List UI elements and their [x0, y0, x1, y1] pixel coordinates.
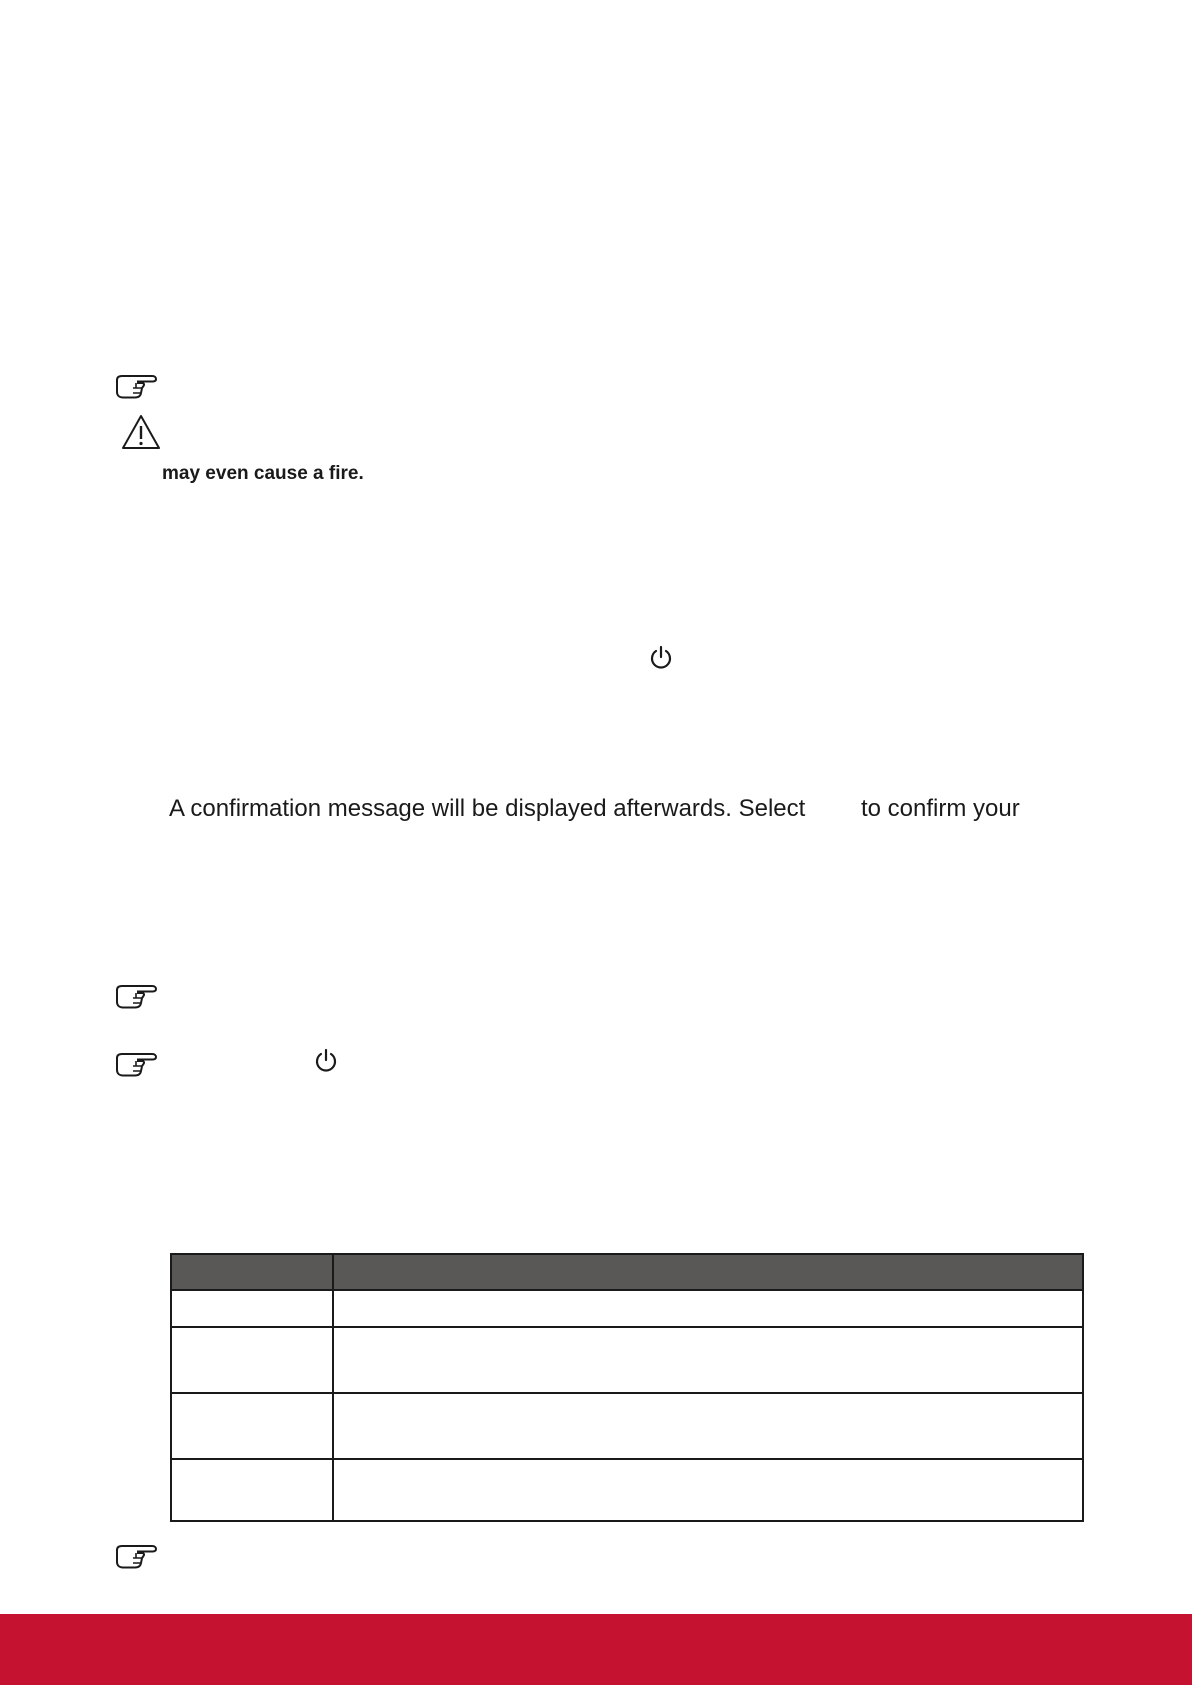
indicator-table [170, 1253, 1084, 1522]
table-header-row [171, 1254, 1083, 1290]
table-row [171, 1327, 1083, 1393]
table-cell [171, 1290, 333, 1327]
confirmation-text-after: to confirm your [861, 795, 1020, 822]
confirmation-text-before: A confirmation message will be displayed afterwards. Select [169, 795, 806, 822]
note-hand-icon [114, 984, 160, 1010]
note-hand-icon [114, 1544, 160, 1570]
footer-bar [0, 1614, 1192, 1685]
table-cell [333, 1327, 1083, 1393]
table-cell [171, 1459, 333, 1521]
table-row [171, 1290, 1083, 1327]
power-icon [313, 1048, 339, 1074]
warning-triangle-icon [121, 414, 161, 450]
table-header-cell [333, 1254, 1083, 1290]
table-cell [333, 1393, 1083, 1459]
note-hand-icon [114, 1052, 160, 1078]
table-row [171, 1393, 1083, 1459]
table-row [171, 1459, 1083, 1521]
table-cell [171, 1393, 333, 1459]
power-icon [648, 645, 674, 671]
note-hand-icon [114, 374, 160, 400]
warning-note-text: may even cause a fire. [162, 463, 364, 484]
table-cell [333, 1290, 1083, 1327]
table-header-cell [171, 1254, 333, 1290]
table-cell [333, 1459, 1083, 1521]
table-cell [171, 1327, 333, 1393]
